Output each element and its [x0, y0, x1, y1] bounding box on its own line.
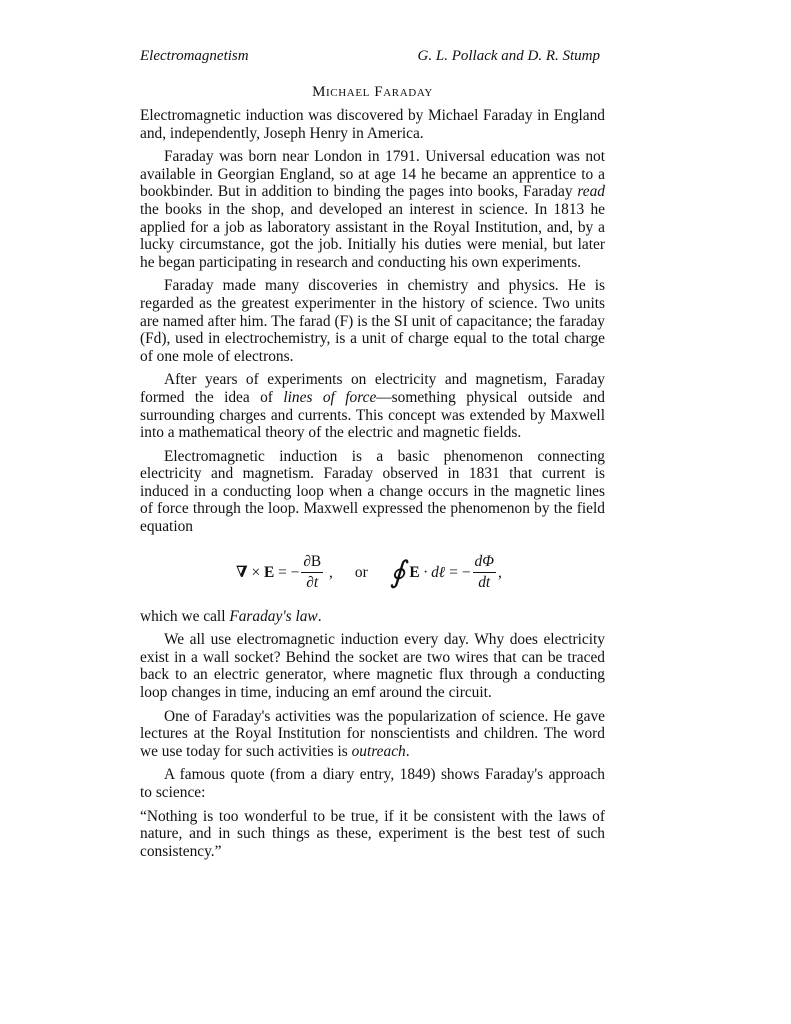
header-book-title: Electromagnetism [140, 48, 249, 64]
paragraph-lines-of-force [140, 371, 605, 441]
emphasis-outreach: outreach [351, 742, 406, 760]
paragraph-induction: Electromagnetic induction is a basic phenomenon connecting electricity and magnetism. Faraday observed in 1831 that current is induced in a conducting loop when a change occurs in the magnetic lines of force through the loop. Maxwell expressed the phenomenon by the field equation [140, 447, 605, 536]
fraction-dPhi-dt [473, 553, 496, 592]
paragraph-intro: Electromagnetic induction was discovered by Michael Faraday in England and, independently, Joseph Henry in America. [140, 107, 605, 142]
text-run: . [317, 607, 322, 625]
text-run: . [405, 742, 410, 760]
cross-symbol: × [247, 563, 264, 581]
equals-minus: = − [445, 563, 471, 581]
body-text [140, 107, 605, 866]
paragraph-everyday-use: We all use electromagnetic induction every day. Why does electricity exist in a wall socket? Behind the socket are two wires that can be traced back to an electric generator, where magnetic flux through a conducting loop changes in time, inducing an emf around the circuit. [140, 631, 605, 702]
fraction-dB-dt [301, 553, 323, 592]
paragraph-discoveries: Faraday made many discoveries in chemistry and physics. He is regarded as the greatest experimenter in the history of science. Two units are named after him. The farad (F) is the SI unit of capacitance; the faraday (Fd), used in electrochemistry, is a unit of charge equal to the total charge of one mole of electrons. [140, 277, 605, 365]
equals-minus: = − [274, 563, 300, 581]
text-run: After years of experiments on electricity and magnetism, Faraday formed the idea of [140, 371, 605, 406]
emphasis-read: read [577, 183, 605, 201]
section-title: Michael Faraday [312, 84, 433, 100]
header-authors: G. L. Pollack and D. R. Stump [417, 48, 600, 64]
text-run: One of Faraday's activities was the popularization of science. He gave lectures at the Royal Institution for nonscientists and children. The word we use today for such activities is [140, 707, 605, 760]
fraction-numerator: ∂B [301, 553, 323, 573]
faraday-law-equation [140, 544, 605, 602]
nabla-symbol: ∇ [236, 563, 248, 581]
text-run: the books in the shop, and developed an interest in science. In 1813 he applied for a job as laboratory assistant in the Royal Institution, and, by a lucky circumstance, got the job. Initially his duties were menial, but later he began participating in research and conducting his own experiments. [140, 200, 605, 271]
fraction-denominator: dt [478, 574, 491, 592]
dot-d: · d [419, 563, 439, 581]
electric-field-symbol: E [263, 563, 275, 581]
contour-integral-symbol: ∮ [389, 555, 406, 589]
electric-field-symbol: E [409, 563, 420, 581]
comma: , [497, 563, 502, 581]
paragraph-biography [140, 148, 605, 271]
text-run: Faraday was born near London in 1791. Universal education was not available in Georgian England, so at age 14 he became an apprentice to a bookbinder. But in addition to binding the pages into books, Faraday [140, 148, 605, 201]
equation-content [236, 544, 502, 602]
fraction-denominator: ∂t [306, 574, 319, 592]
paragraph-faraday-law [140, 608, 605, 626]
text-run: —something physical outside and surrounding charges and currents. This concept was extended by Maxwell into a mathematical theory of the electric and magnetic fields. [140, 388, 606, 442]
text-run: which we call [140, 607, 230, 625]
fraction-numerator: dΦ [473, 553, 496, 573]
or-word: or [354, 563, 368, 581]
block-quote: “Nothing is too wonderful to be true, if it be consistent with the laws of nature, and in such things as these, experiment is the best test of such consistency.” [140, 807, 605, 860]
ell-symbol: ℓ [438, 563, 446, 581]
emphasis-lines-of-force: lines of force [283, 388, 377, 406]
comma: , [325, 563, 333, 581]
emphasis-faradays-law: Faraday's law [229, 607, 318, 625]
paragraph-quote-intro: A famous quote (from a diary entry, 1849) shows Faraday's approach to science: [140, 766, 605, 801]
paragraph-outreach [140, 708, 605, 761]
